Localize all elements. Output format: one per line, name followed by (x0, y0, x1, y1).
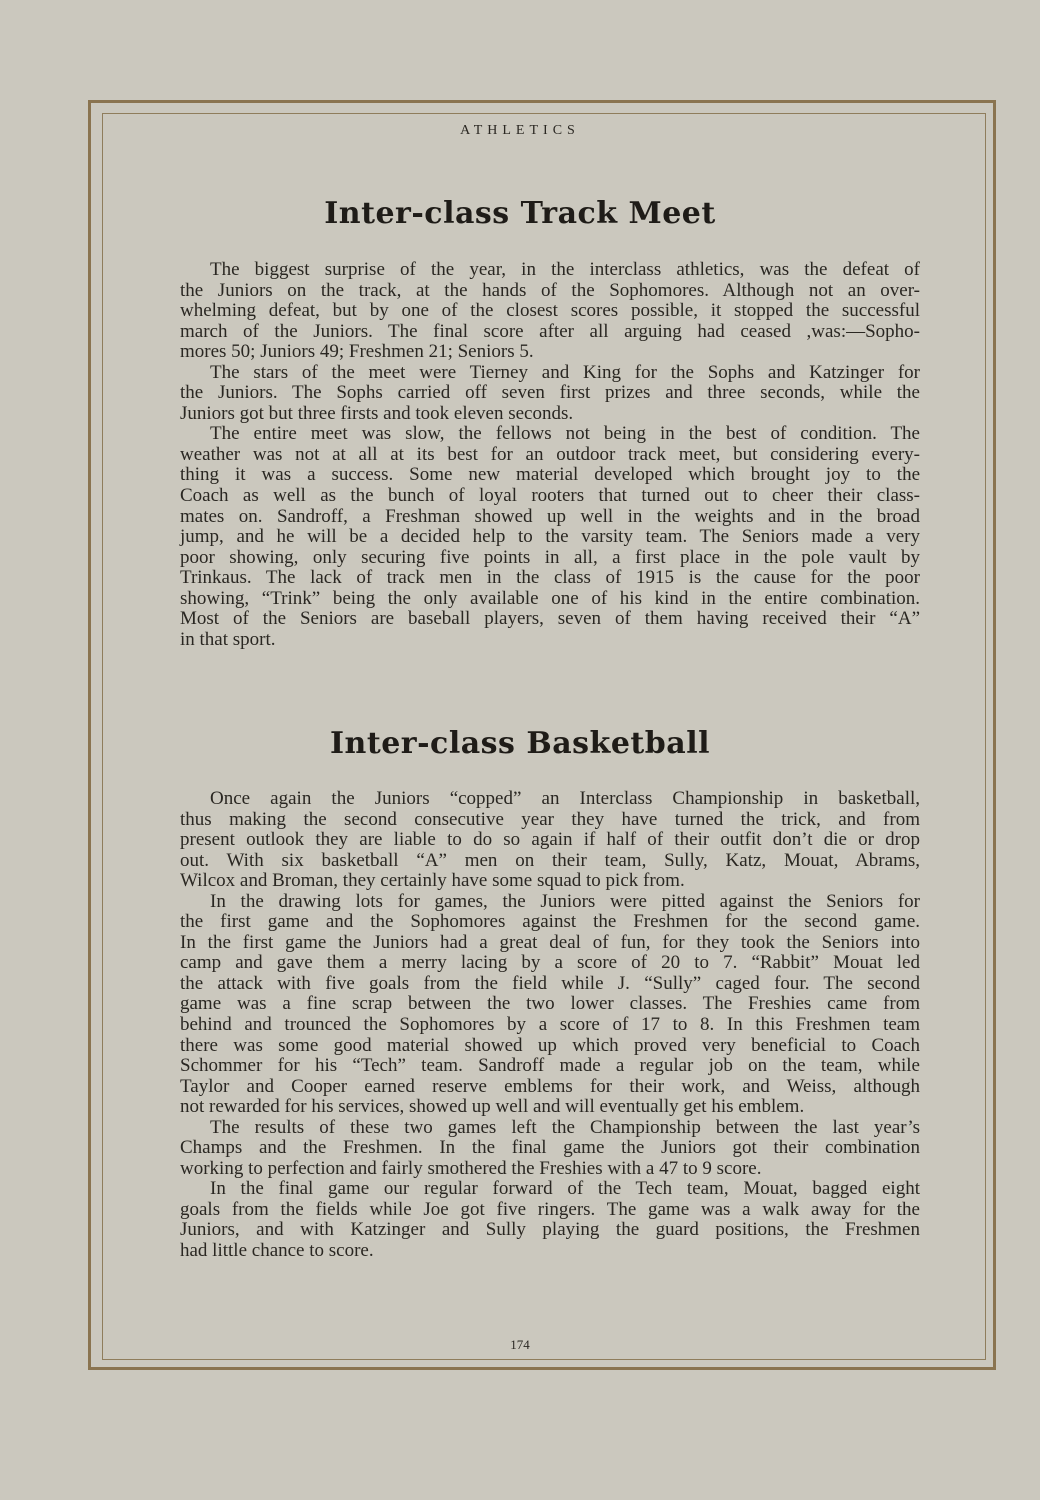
paragraph (180, 789, 920, 892)
basketball-body (180, 789, 920, 1262)
text-line: the first game and the Sophomores against the Freshmen for the second game. (180, 911, 920, 933)
text-line: The stars of the meet were Tierney and King for the Sophs and Katzinger for (210, 361, 920, 383)
text-line: Trinkaus. The lack of track men in the class of 1915 is the cause for the poor (180, 567, 920, 589)
text-line: In the first game the Juniors had a great deal of fun, for they took the Seniors into (180, 931, 920, 953)
section-title-basketball: Inter-class Basketball (330, 726, 710, 761)
text-line: the Juniors. The Sophs carried off seven first prizes and three seconds, while the (180, 382, 920, 404)
text-line: mates on. Sandroff, a Freshman showed up well in the weights and in the broad (180, 505, 920, 527)
paragraph (180, 363, 920, 425)
text-line: thus making the second consecutive year they have turned the trick, and from (180, 808, 920, 830)
text-line: In the final game our regular forward of the Tech team, Mouat, bagged eight (210, 1178, 920, 1200)
text-line: Schommer for his “Tech” team. Sandroff made a regular job on the team, while (180, 1055, 920, 1077)
text-line: whelming defeat, but by one of the closest scores possible, it stopped the successful (180, 300, 920, 322)
text-line: present outlook they are liable to do so again if half of their outfit don’t die or drop (180, 829, 920, 851)
text-line: not rewarded for his services, showed up well and will eventually get his emblem. (180, 1096, 805, 1118)
text-line: the Juniors on the track, at the hands of the Sophomores. Although not an over- (180, 279, 920, 301)
text-line: there was some good material showed up which proved very beneficial to Coach (180, 1034, 920, 1056)
paragraph (180, 260, 920, 363)
text-line: goals from the fields while Joe got five ringers. The game was a walk away for the (180, 1198, 920, 1220)
track-meet-body (180, 260, 920, 650)
text-line: game was a fine scrap between the two lower classes. The Freshies came from (180, 993, 920, 1015)
text-line: In the drawing lots for games, the Juniors were pitted against the Seniors for (210, 890, 920, 912)
text-line: in that sport. (180, 628, 276, 650)
text-line: Taylor and Cooper earned reserve emblems for their work, and Weiss, although (180, 1075, 920, 1097)
text-line: Most of the Seniors are baseball players, seven of them having received their “A” (180, 608, 920, 630)
text-line: jump, and he will be a decided help to the varsity team. The Seniors made a very (180, 526, 920, 548)
running-head: ATHLETICS (460, 123, 580, 138)
text-line: The biggest surprise of the year, in the interclass athletics, was the defeat of (210, 259, 920, 280)
text-line: mores 50; Juniors 49; Freshmen 21; Seniors 5. (180, 341, 534, 363)
text-line: out. With six basketball “A” men on their team, Sully, Katz, Mouat, Abrams, (180, 849, 920, 871)
text-line: thing it was a success. Some new material developed which brought joy to the (180, 464, 920, 486)
text-line: had little chance to score. (180, 1240, 374, 1262)
paragraph (180, 1179, 920, 1261)
text-line: weather was not at all at its best for an outdoor track meet, but considering every- (180, 443, 920, 465)
text-line: Champs and the Freshmen. In the final game the Juniors got their combination (180, 1137, 920, 1159)
text-line: poor showing, only securing five points in all, a first place in the pole vault by (180, 546, 920, 568)
text-line: Coach as well as the bunch of loyal rooters that turned out to cheer their class- (180, 485, 920, 507)
text-line: camp and gave them a merry lacing by a score of 20 to 7. “Rabbit” Mouat led (180, 952, 920, 974)
text-line: Juniors got but three firsts and took eleven seconds. (180, 402, 574, 424)
text-line: the attack with five goals from the field while J. “Sully” caged four. The second (180, 972, 920, 994)
page-number: 174 (510, 1337, 530, 1352)
text-line: Juniors, and with Katzinger and Sully playing the guard positions, the Freshmen (180, 1219, 920, 1241)
paragraph (180, 424, 920, 650)
text-line: The results of these two games left the Championship between the last year’s (210, 1116, 920, 1138)
paragraph (180, 892, 920, 1118)
text-line: behind and trounced the Sophomores by a score of 17 to 8. In this Freshmen team (180, 1014, 920, 1036)
paragraph (180, 1118, 920, 1180)
text-line: The entire meet was slow, the fellows not being in the best of condition. The (210, 423, 920, 445)
text-line: showing, “Trink” being the only available one of his kind in the entire combination. (180, 587, 920, 609)
text-line: Wilcox and Broman, they certainly have some squad to pick from. (180, 870, 685, 892)
section-title-track-meet: Inter-class Track Meet (324, 196, 716, 231)
text-line: march of the Juniors. The final score after all arguing had ceased ,was:—Sopho- (180, 320, 920, 342)
text-line: working to perfection and fairly smothered the Freshies with a 47 to 9 score. (180, 1157, 762, 1179)
text-line: Once again the Juniors “copped” an Interclass Championship in basketball, (210, 788, 920, 809)
